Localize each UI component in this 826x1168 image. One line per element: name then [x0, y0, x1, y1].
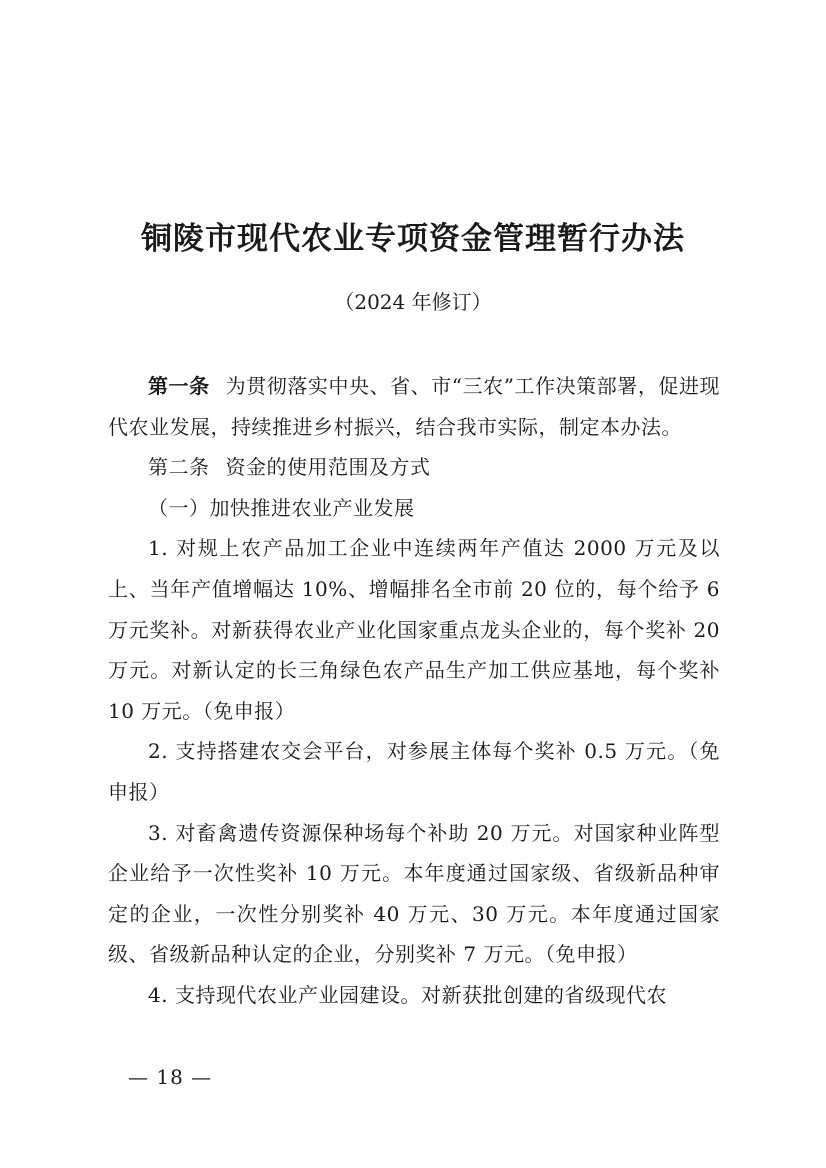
page-number: — 18 —: [128, 1065, 213, 1089]
item-2: 2. 支持搭建农交会平台，对参展主体每个奖补 0.5 万元。（免申报）: [108, 739, 720, 804]
item-3: 3. 对畜禽遗传资源保种场每个补助 20 万元。对国家种业阵型企业给予一次性奖补 10 万元。本年度通过国家级、省级新品种审定的企业，一次性分别奖补 40 万元、30 万元。本年度通过国家级、省级新品种认定的企业，分别奖补 7 万元。（免申报）: [108, 820, 720, 967]
article-1: [108, 366, 720, 447]
article-1-text: 为贯彻落实中央、省、市“三农”工作决策部署，促进现代农业发展，持续推进乡村振兴，结合我市实际，制定本办法。: [108, 374, 720, 439]
article-2: [108, 447, 720, 488]
item-1: 1. 对规上农产品加工企业中连续两年产值达 2000 万元及以上、当年产值增幅达 10%、增幅排名全市前 20 位的，每个给予 6 万元奖补。对新获得农业产业化国家重点龙头企业的，每个奖补 20 万元。对新认定的长三角绿色农产品生产加工供应基地，每个奖补 10 万元。（免申报）: [108, 536, 720, 723]
document-subtitle: （2024 年修订）: [334, 290, 492, 314]
article-2-text: 资金的使用范围及方式: [225, 455, 431, 480]
section-heading-1: （一）加快推进农业产业发展: [148, 495, 415, 520]
document-body: [108, 366, 720, 1016]
article-1-heading: 第一条: [148, 374, 210, 398]
document-title: 铜陵市现代农业专项资金管理暂行办法: [141, 221, 685, 257]
item-4: 4. 支持现代农业产业园建设。对新获批创建的省级现代农: [148, 982, 667, 1007]
article-2-heading: 第二条: [148, 455, 210, 480]
